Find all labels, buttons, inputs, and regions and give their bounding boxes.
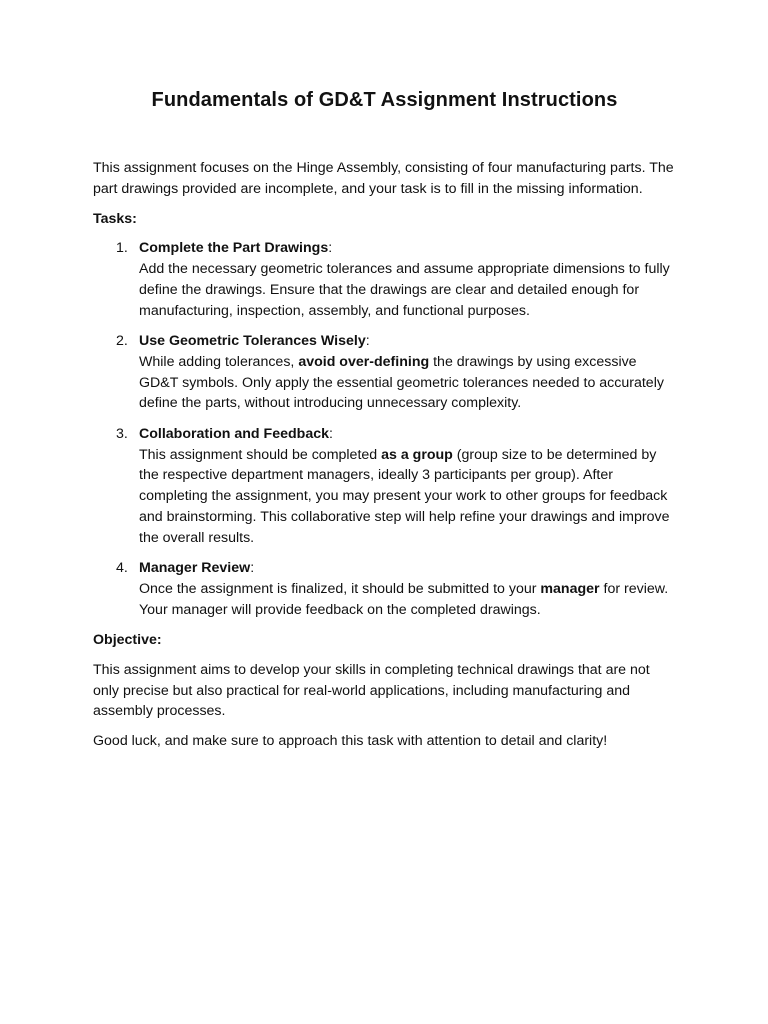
task-title-colon: : [250, 560, 255, 577]
task-number: 1. [116, 240, 128, 257]
closing-paragraph: Good luck, and make sure to approach this task with attention to detail and clarity! [93, 733, 608, 750]
task-body-text: (group size to be determined by the respective department managers, ideally 3 participants per group). After completing the assignment, you may present your work to other groups for feedback and brainstorming. This collaborative step will help refine your drawings and improve the overall results. [139, 446, 670, 546]
task-number: 2. [116, 333, 128, 350]
task-body-text: Add the necessary geometric tolerances and assume appropriate dimensions to fully define the drawings. Ensure that the drawings are clear and detailed enough for manufacturing, inspection, assembly, and functional purposes. [139, 261, 670, 319]
task-body-emphasis: as a group [381, 446, 453, 463]
task-item-3 [93, 424, 676, 549]
task-title: Complete the Part Drawings [139, 240, 329, 257]
task-body [139, 445, 676, 549]
objective-paragraph: This assignment aims to develop your skills in completing technical drawings that are not only precise but also practical for real-world applications, including manufacturing and assembly processes. [93, 661, 650, 720]
task-body-text: Once the assignment is finalized, it should be submitted to your [139, 580, 541, 597]
task-body [139, 579, 676, 621]
task-number: 3. [116, 425, 128, 442]
task-body [139, 259, 676, 321]
task-title: Use Geometric Tolerances Wisely [139, 333, 366, 350]
task-body-text: for review. Your manager will provide feedback on the completed drawings. [139, 580, 669, 618]
task-list [93, 238, 676, 620]
task-number: 4. [116, 560, 128, 577]
task-item-1 [93, 238, 676, 321]
task-title-colon: : [328, 240, 333, 257]
task-body-text: This assignment should be completed [139, 446, 382, 463]
task-title: Manager Review [139, 560, 251, 577]
task-item-4 [93, 558, 676, 620]
page-title: Fundamentals of GD&T Assignment Instructions [151, 89, 618, 111]
tasks-heading: Tasks: [93, 210, 137, 227]
task-body-emphasis: manager [540, 580, 600, 597]
task-body-text: the drawings by using excessive GD&T symbols. Only apply the essential geometric tolerances needed to accurately define the parts, without introducing unnecessary complexity. [139, 353, 664, 412]
task-item-2 [93, 331, 676, 414]
task-body-emphasis: avoid over-defining [298, 353, 430, 370]
task-title-colon: : [329, 425, 333, 442]
task-body-text: While adding tolerances, [139, 353, 299, 370]
task-body [139, 352, 676, 414]
task-title-colon: : [365, 333, 370, 350]
objective-heading: Objective: [93, 631, 162, 648]
task-title: Collaboration and Feedback [139, 425, 329, 442]
intro-paragraph: This assignment focuses on the Hinge Assembly, consisting of four manufacturing parts. The part drawings provided are incomplete, and your task is to fill in the missing information. [93, 160, 674, 197]
